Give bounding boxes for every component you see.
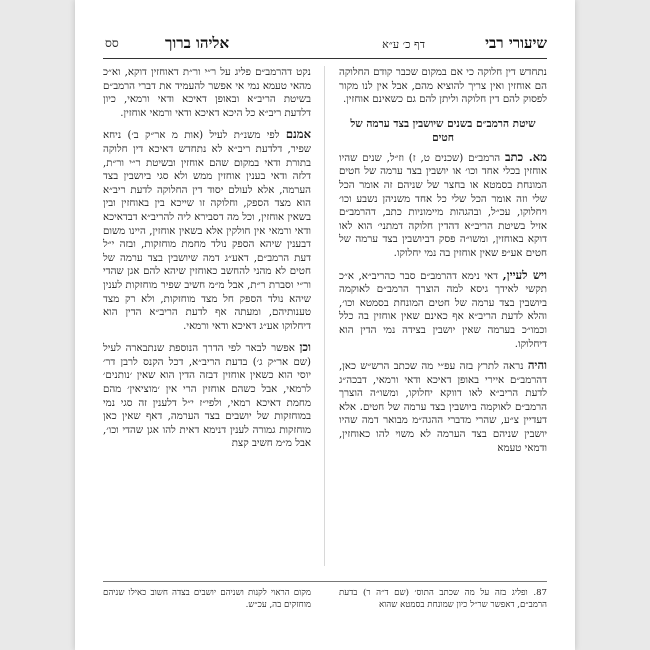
- column-divider: [324, 66, 325, 566]
- paragraph: [339, 359, 547, 455]
- page-header: [75, 34, 575, 54]
- book-page: [75, 0, 575, 650]
- paragraph-lead: וכן: [299, 340, 311, 355]
- footnote-rule: [103, 581, 547, 582]
- paragraph: [103, 341, 311, 451]
- paragraph: נקט דהרמב״ם פליג על ר״י ור״ת דאוחזין דוקא, וא״כ מהאי טעמא נמי אי אפשר להעמיד את דברי הרמב״ם בשיטת הריב״א ובאופן דאיכא ודאי ורמאי, כיון דלדעת ריב״א כל היכא דאיכא ודאי ורמאי אוחזין.: [103, 67, 311, 119]
- paragraph: נתחדש דין חלוקה כי אם במקום שכבר קודם החלוקה הם אוחזין ואין צריך להוציא מהם, אבל אין לנו מקור לפסוק להם דין חלוקה וליתן להם גם כשאינם אוחזין.: [339, 67, 547, 106]
- author-name: אליהו ברוך: [165, 34, 230, 52]
- paragraph-lead: והיה: [527, 358, 547, 373]
- paragraph: [339, 269, 547, 352]
- section-heading: שיטת הרמב״ם בשנים שיושבין בצד ערמה של חטים: [350, 117, 536, 144]
- paragraph-body: נראה לתרץ בזה עפ״י מה שכתב הרש״ש כאן, דהרמב״ם איירי באופן דאיכא ודאי ורמאי, דבכה״ג לדעת הריב״א לאו דווקא יחלוקו, ומשו״ה הוצרך הרמב״ם לאוקמה ביושבין בצד ערמה של חטים. אלא דעדיין צ״ע, שהרי מדברי ההגה״מ מבואר דמה שהיו יושבין שניהם בצד הערמה לא משוי להו כאוחזין, ודמאי טעמא: [339, 361, 547, 454]
- paragraph-lead: אמנם: [285, 127, 311, 142]
- footnote-left: מקום הראוי לקנות ושניהם יושבים בצדה חשוב כאילו שניהם מוחזקים בה, עכ״ש.: [103, 588, 311, 610]
- left-column: [103, 66, 311, 576]
- paragraph-lead: ויש לעיין,: [502, 267, 547, 282]
- paragraph-body: לפי משנ״ת לעיל (אות מ אר״ק ב׳) ניחא שפיר, דלדעת ריב״א לא נתחדש דאיכא דין חלוקה בתורת ודאי במקום שהם אוחזין ובשיטת ר״י ור״ת, דלזה ודאי בענין אוחזין ממש ולא סגי ביושבין בצד הערמה, אלא לעולם יסוד דין החלוקה לדעת ריב״א הוא מצד הספק, וחלוקה זו שייכא בין באוחזין ובין בשאין אוחזין, וכל מה דסבירא ליה להריב״א דבדאיכא ודאי ורמאי אין חולקין אלא בשאין אוחזין, היינו משום דבענין שיהא הספק נולד מחמת מוחזקות, ובזה י״ל דעת הרמב״ם, דאע״ג דמה שיושבין בצד ערמה של חטים לא מהני להחשב כאוחזין שיהא להם אגן שהדי ור״י וסברת ר״ת, אבל מ״מ חשיב שפיר מוחזקות לענין שיהא נולד הספק חל מצד מוחזקות, ולא רק מצד טענותיהם, ומעתה אף לדעת הריב״א הדין הוא דיחלוקו אע״ג דאיכא ודאי ורמאי.: [103, 130, 311, 332]
- paragraph: [103, 128, 311, 333]
- paragraph-body: דאי נימא דהרמב״ם סבר כהריב״א, א״כ תקשי לאידך גיסא למה הוצרך הרמב״ם לאוקמה ביושבין בצד ערמה של חטים המונחת בסמטא וכו׳, והלא לדעת הריב״א אף כאינם שאין אוחזין בה כלל וכמו״כ בערמה שאין יושבין בצידה נמי הדין הוא דיחלוקו.: [339, 270, 547, 350]
- footnote-right: 87. ופליג בזה על מה שכתב התוס׳ (שם ד״ה ר) בדעת הרמב״ם, דאפשר שר״ל כיון שמונחת בסמטא שהוא: [339, 588, 547, 610]
- page-number: סס: [105, 36, 119, 50]
- header-rule: [103, 58, 547, 59]
- paragraph: [339, 151, 547, 261]
- paragraph-lead: מא. כתב: [504, 149, 547, 164]
- paragraph-body: אפשר לבאר לפי הדרך הנוספת שנתבארה לעיל (שם אר״ק ג׳) בדעת הריב״א, דכל הקנס לרבן דר׳ יוסי הוא כשאין אוחזין דבזה הדין הוא שאין ׳נותנים׳ לרמאי, אבל כשהם אוחזין הרי אין ׳מוציאין׳ מהם מחמת דאיכא רמאי, ולפי״ז י״ל דלענין זה סגי נמי במוחזקות של יושבים בצד הערמה, דאף שאין כאן מוחזקות גמורה לענין דנימא דאית להו אגן שהדי וכו׳, אבל מ״מ חשיב קצת: [103, 343, 311, 450]
- right-column: [339, 66, 547, 576]
- paragraph-body: הרמב״ם (שכנים ט, ז) וז״ל, שנים שהיו אוחזין בכלי אחד וכו׳ או יושבין בצד ערמה של חטים המונחת בסמטא או בחצר של שניהם זה אומר הכל שלי וזה אומר הכל שלי כל אחד משניהן נשבע וכו׳ ויחלוקו, עכ״ל, ובהגהות מיימוניות כתב, דהרמב״ם אזיל בשיטת הריב״א דהדין חלוקה דמתני׳ הוא לאו דוקא באוחזין, ומשו״ה פסק דביושבין בצד ערמה של חטים אע״פ שאין אוחזין בה נמי יחלוקו.: [339, 152, 547, 259]
- folio-reference: דף כ׳ ע״א: [382, 38, 425, 51]
- book-title: שיעורי רבי: [485, 34, 547, 52]
